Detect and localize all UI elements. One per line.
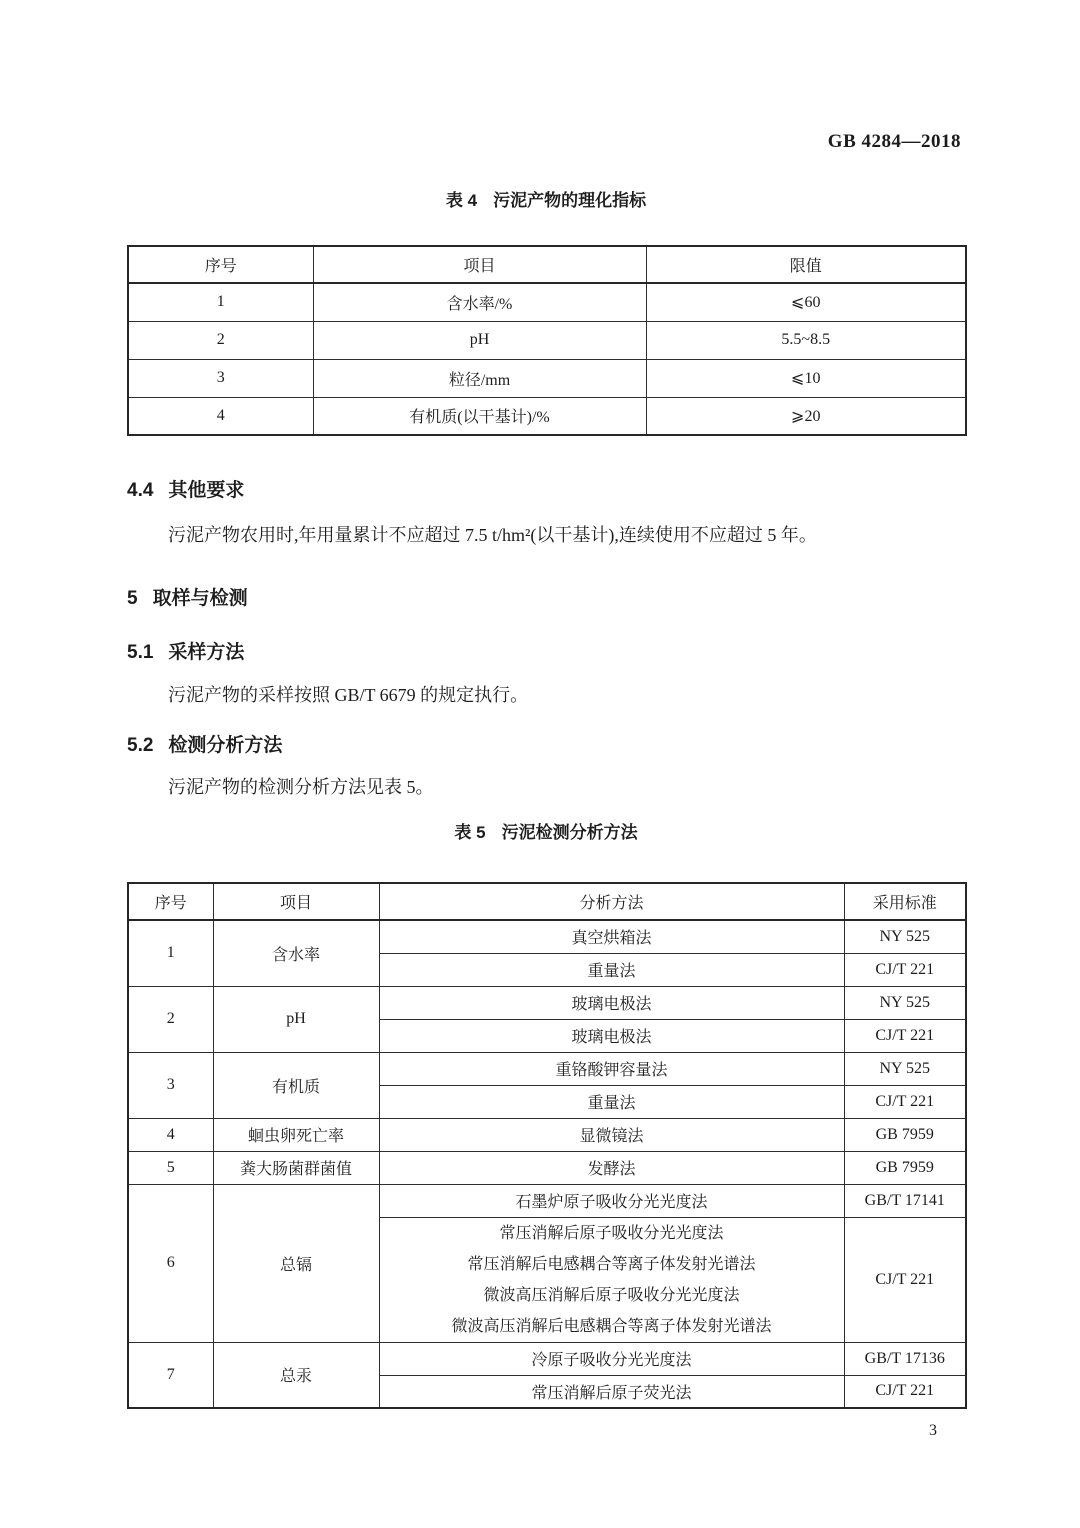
table4-title-text: 污泥产物的理化指标 xyxy=(493,191,647,210)
table5-cell-no: 3 xyxy=(128,1052,213,1118)
table4-cell-no: 1 xyxy=(128,283,313,321)
table5-cell-item: 总镉 xyxy=(213,1184,379,1342)
section-title: 取样与检测 xyxy=(152,588,248,609)
table4-cell-item: 粒径/mm xyxy=(313,359,646,397)
table5-cell-standard: CJ/T 221 xyxy=(844,1217,966,1342)
table5-header-row xyxy=(128,883,966,920)
page-content xyxy=(127,0,965,1441)
table5-cell-standard: CJ/T 221 xyxy=(844,953,966,986)
table5-cell-no: 6 xyxy=(128,1184,213,1342)
method-line: 常压消解后电感耦合等离子体发射光谱法 xyxy=(467,1255,756,1273)
table5-cell-item: 蛔虫卵死亡率 xyxy=(213,1118,379,1151)
table5-cell-standard: NY 525 xyxy=(844,920,966,953)
method-line: 微波高压消解后原子吸收分光光度法 xyxy=(483,1286,740,1304)
table5-cell-method: 真空烘箱法 xyxy=(379,920,844,953)
standard-code: GB 4284—2018 xyxy=(827,131,961,152)
table5-cell-no: 1 xyxy=(128,920,213,986)
table4-row xyxy=(128,283,966,321)
table5-row xyxy=(128,1342,966,1375)
table4-cell-item: 含水率/% xyxy=(313,283,646,321)
table4-col-item: 项目 xyxy=(313,246,646,283)
table5-row xyxy=(128,920,966,953)
table5-cell-method: 冷原子吸收分光光度法 xyxy=(379,1342,844,1375)
section-number: 5 xyxy=(127,588,138,609)
table5-cell-standard: GB/T 17141 xyxy=(844,1184,966,1217)
page-number: 3 xyxy=(929,1422,937,1439)
table5-col-method: 分析方法 xyxy=(379,883,844,920)
table5-cell-no: 4 xyxy=(128,1118,213,1151)
paragraph-4-4: 污泥产物农用时,年用量累计不应超过 7.5 t/hm²(以干基计),连续使用不应超过 5 年。 xyxy=(168,525,817,545)
table5-cell-no: 2 xyxy=(128,986,213,1052)
table5-cell-standard: GB/T 17136 xyxy=(844,1342,966,1375)
table5 xyxy=(127,882,967,1409)
table5-cell-no: 7 xyxy=(128,1342,213,1408)
table4-cell-item: 有机质(以干基计)/% xyxy=(313,397,646,435)
table4-cell-item: pH xyxy=(313,321,646,359)
table5-col-item: 项目 xyxy=(213,883,379,920)
table5-title-label: 表 5 xyxy=(454,823,486,842)
table4-row xyxy=(128,321,966,359)
table5-cell-item: 粪大肠菌群菌值 xyxy=(213,1151,379,1184)
table5-cell-standard: CJ/T 221 xyxy=(844,1085,966,1118)
table5-cell-method: 重铬酸钾容量法 xyxy=(379,1052,844,1085)
table4-col-limit: 限值 xyxy=(646,246,966,283)
section-number: 5.2 xyxy=(127,735,154,756)
table5-row xyxy=(128,1052,966,1085)
method-line: 微波高压消解后电感耦合等离子体发射光谱法 xyxy=(451,1317,772,1335)
table4-cell-limit: ⩽60 xyxy=(646,283,966,321)
table4-title-label: 表 4 xyxy=(445,191,478,210)
table4-cell-limit: 5.5~8.5 xyxy=(646,321,966,359)
table5-cell-standard: CJ/T 221 xyxy=(844,1019,966,1052)
table4-title xyxy=(127,190,965,212)
table5-row xyxy=(128,1184,966,1217)
table5-col-no: 序号 xyxy=(128,883,213,920)
table4-cell-no: 4 xyxy=(128,397,313,435)
table4-row xyxy=(128,397,966,435)
method-line: 常压消解后原子吸收分光光度法 xyxy=(499,1224,724,1242)
table5-row xyxy=(128,1151,966,1184)
table5-cell-method: 常压消解后原子荧光法 xyxy=(379,1375,844,1408)
table5-cell-method: 发酵法 xyxy=(379,1151,844,1184)
table5-cell-item: pH xyxy=(213,986,379,1052)
table5-row xyxy=(128,986,966,1019)
table5-cell-method: 玻璃电极法 xyxy=(379,986,844,1019)
table4 xyxy=(127,245,967,436)
table5-cell-method: 重量法 xyxy=(379,1085,844,1118)
table5-cell-item: 含水率 xyxy=(213,920,379,986)
table5-cell-method: 玻璃电极法 xyxy=(379,1019,844,1052)
section-heading-4-4 xyxy=(127,479,965,503)
table5-cell-standard: NY 525 xyxy=(844,986,966,1019)
table5-title xyxy=(127,822,965,844)
section-title: 其他要求 xyxy=(168,480,245,501)
table5-cell-method-multiline xyxy=(379,1217,844,1342)
table5-cell-method: 显微镜法 xyxy=(379,1118,844,1151)
table5-cell-standard: GB 7959 xyxy=(844,1151,966,1184)
table4-cell-limit: ⩽10 xyxy=(646,359,966,397)
table5-title-text: 污泥检测分析方法 xyxy=(501,823,638,842)
table5-cell-method: 石墨炉原子吸收分光光度法 xyxy=(379,1184,844,1217)
section-heading-5-2 xyxy=(127,734,965,758)
table4-row xyxy=(128,359,966,397)
section-heading-5 xyxy=(127,587,965,611)
table5-cell-item: 总汞 xyxy=(213,1342,379,1408)
table5-cell-standard: CJ/T 221 xyxy=(844,1375,966,1408)
section-number: 4.4 xyxy=(127,480,154,501)
table5-cell-method: 重量法 xyxy=(379,953,844,986)
paragraph-5-2: 污泥产物的检测分析方法见表 5。 xyxy=(168,777,434,797)
table5-cell-standard: NY 525 xyxy=(844,1052,966,1085)
section-heading-5-1 xyxy=(127,641,965,665)
table4-header-row xyxy=(128,246,966,283)
table5-cell-item: 有机质 xyxy=(213,1052,379,1118)
section-number: 5.1 xyxy=(127,642,154,663)
method-lines xyxy=(384,1218,840,1342)
table4-cell-no: 2 xyxy=(128,321,313,359)
table4-cell-no: 3 xyxy=(128,359,313,397)
table5-cell-no: 5 xyxy=(128,1151,213,1184)
section-title: 检测分析方法 xyxy=(168,735,283,756)
table4-cell-limit: ⩾20 xyxy=(646,397,966,435)
table5-cell-standard: GB 7959 xyxy=(844,1118,966,1151)
table5-col-standard: 采用标准 xyxy=(844,883,966,920)
section-title: 采样方法 xyxy=(168,642,245,663)
table4-col-no: 序号 xyxy=(128,246,313,283)
paragraph-5-1: 污泥产物的采样按照 GB/T 6679 的规定执行。 xyxy=(168,685,529,705)
table5-row xyxy=(128,1118,966,1151)
